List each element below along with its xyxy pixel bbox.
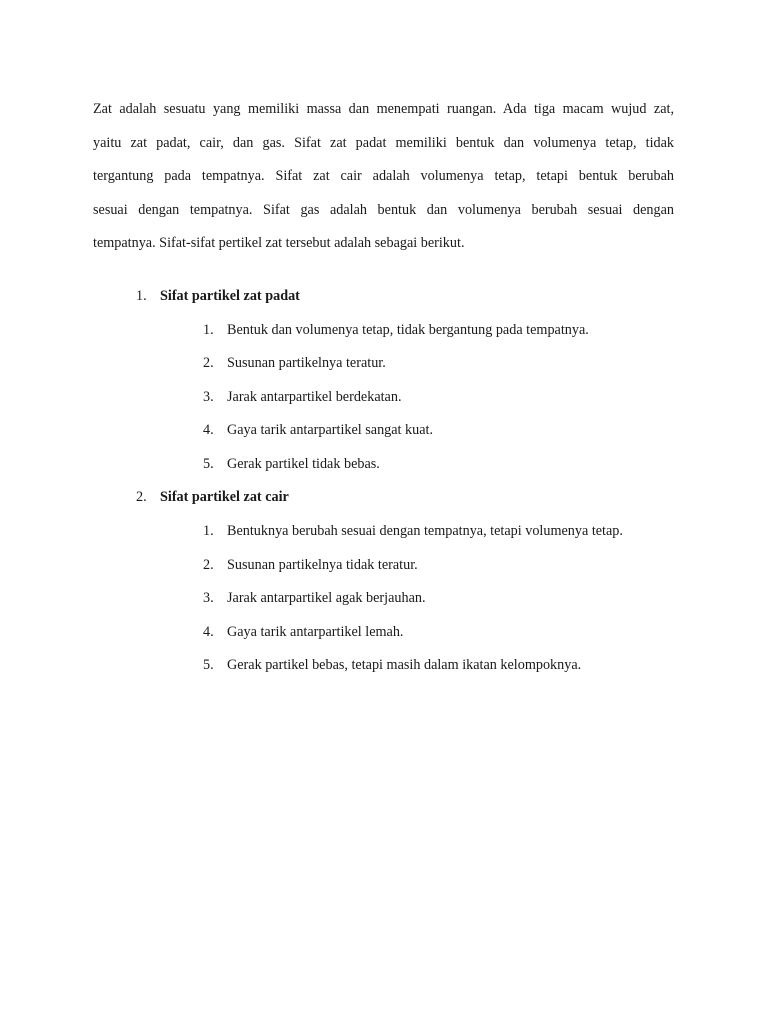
- list-item-number: 2.: [203, 557, 214, 573]
- list-item-number: 3.: [203, 389, 214, 405]
- list-item-number: 5.: [203, 657, 214, 673]
- paragraph-line: sesuai dengan tempatnya. Sifat gas adalah bentuk dan volumenya berubah sesuai dengan: [93, 201, 674, 218]
- section-number: 1.: [136, 288, 147, 304]
- intro-paragraph: [93, 99, 674, 267]
- list-item-number: 4.: [203, 624, 214, 640]
- list-item-number: 3.: [203, 590, 214, 606]
- list-item-number: 1.: [203, 322, 214, 338]
- paragraph-line: Zat adalah sesuatu yang memiliki massa dan menempati ruangan. Ada tiga macam wujud zat,: [93, 101, 674, 117]
- paragraph-line: tempatnya. Sifat-sifat pertikel zat tersebut adalah sebagai berikut.: [93, 235, 465, 251]
- list-item-text: Susunan partikelnya tidak teratur.: [227, 557, 418, 573]
- list-item-text: Bentuknya berubah sesuai dengan tempatnya, tetapi volumenya tetap.: [227, 523, 623, 539]
- list-item-text: Gerak partikel bebas, tetapi masih dalam ikatan kelompoknya.: [227, 657, 582, 673]
- list-item-text: Gaya tarik antarpartikel lemah.: [227, 624, 404, 640]
- list-item-text: Gaya tarik antarpartikel sangat kuat.: [227, 422, 434, 438]
- paragraph-line: yaitu zat padat, cair, dan gas. Sifat zat padat memiliki bentuk dan volumenya tetap, tidak: [93, 134, 674, 151]
- section-number: 2.: [136, 489, 147, 505]
- list-item-number: 5.: [203, 456, 214, 472]
- list-item-text: Jarak antarpartikel berdekatan.: [227, 389, 402, 405]
- list-item-text: Jarak antarpartikel agak berjauhan.: [227, 590, 426, 606]
- list-item-text: Susunan partikelnya teratur.: [227, 355, 386, 371]
- list-item-number: 2.: [203, 355, 214, 371]
- list-item-number: 1.: [203, 523, 214, 539]
- list-item-text: Bentuk dan volumenya tetap, tidak bergantung pada tempatnya.: [227, 322, 589, 338]
- section-title: Sifat partikel zat cair: [160, 489, 289, 505]
- list-item-text: Gerak partikel tidak bebas.: [227, 456, 380, 472]
- list-item-number: 4.: [203, 422, 214, 438]
- section-title: Sifat partikel zat padat: [160, 288, 300, 304]
- paragraph-line: tergantung pada tempatnya. Sifat zat cair adalah volumenya tetap, tetapi bentuk berubah: [93, 168, 674, 184]
